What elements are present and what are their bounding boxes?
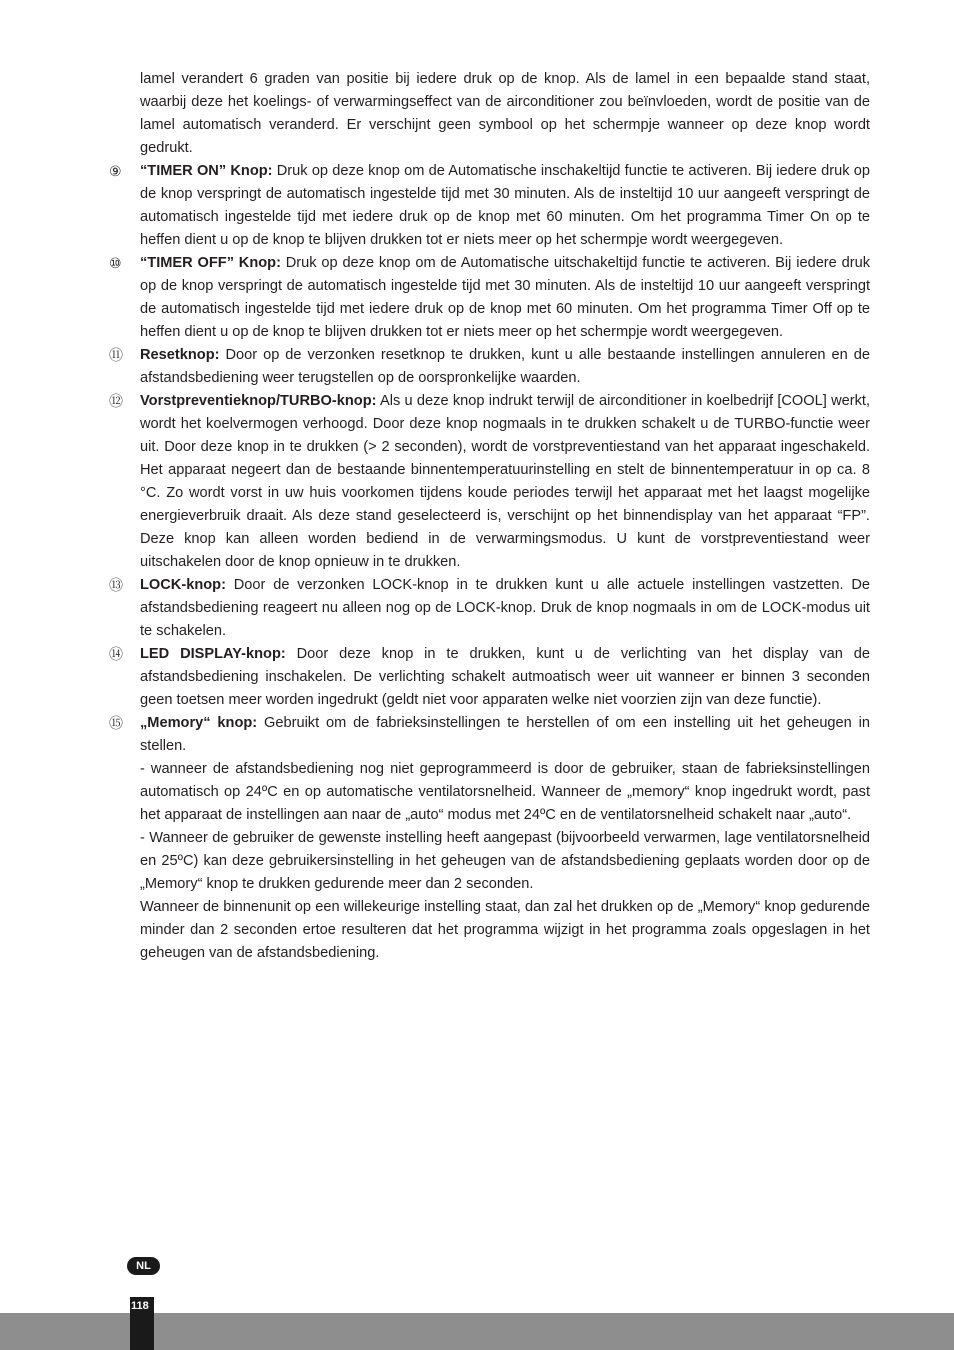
memory-paragraph: - Wanneer de gebruiker de gewenste instelling heeft aangepast (bijvoorbeeld verwarmen, lage ventilatorsnelheid en 25ºC) kan deze gebruikersinstelling in het geheugen van de afstandsbediening geplaats worden door op de „Memory“ knop te drukken gedurende meer dan 2 seconden. [140, 830, 870, 892]
item-term: “TIMER ON” Knop: [140, 163, 273, 179]
item-number: ⑨ [109, 163, 122, 179]
item-term: LOCK-knop: [140, 577, 226, 593]
item-text: Door de verzonken LOCK-knop in te drukken kunt u alle actuele instellingen vastzetten. De afstandsbediening reageert nu alleen nog op de LOCK-knop. Druk de knop nogmaals in om de LOCK-modus uit te schakelen. [140, 577, 870, 639]
item-term: LED DISPLAY-knop: [140, 646, 286, 662]
list-item-timer-on [109, 160, 870, 252]
item-number: ⑩ [109, 255, 122, 271]
item-number: ⑫ [109, 393, 123, 409]
language-badge: NL [127, 1257, 160, 1275]
item-text: Druk op deze knop om de Automatische uitschakeltijd functie te activeren. Bij iedere druk op de knop verspringt de automatisch ingestelde tijd met 30 minuten. Als de insteltijd 10 uur aangeeft verspringt de automatisch ingestelde tijd met iedere druk op de knop met 60 minuten. Om het programma Timer Off op te heffen dient u op de knop te blijven drukken tot er niets meer op het schermpje wordt weergegeven. [140, 255, 870, 340]
item-term: Resetknop: [140, 347, 220, 363]
list-item-memory [109, 712, 871, 965]
item-number: ⑭ [109, 646, 123, 662]
manual-body [109, 68, 871, 965]
item-text: Door op de verzonken resetknop te drukken, kunt u alle bestaande instellingen annuleren en de afstandsbediening weer terugstellen op de oorspronkelijke waarden. [140, 347, 870, 386]
page-number: 118 [131, 1300, 149, 1312]
item-text: Gebruikt om de fabrieksinstellingen te herstellen of om een instelling uit het geheugen in stellen. [140, 715, 871, 754]
item-text: Als u deze knop indrukt terwijl de airconditioner in koelbedrijf [COOL] werkt, wordt het koelvermogen verhoogd. Door deze knop nogmaals in te drukken schakelt u de TURBO-functie weer uit. Door deze knop in te drukken (> 2 seconden), wordt de vorstpreventiestand van het apparaat ingeschakeld. Het apparaat negeert dan de bestaande binnentemperatuurinstelling en stelt de binnentemperatuur in op ca. 8 °C. Zo wordt vorst in uw huis voorkomen tijdens koude periodes terwijl het apparaat met het laagst mogelijke energieverbruik draait. Als deze stand geselecteerd is, verschijnt op het binnendisplay van het apparaat “FP”. Deze knop kan alleen worden bediend in de verwarmingsmodus. U kunt de vorstpreventiestand weer uitschakelen door de knop opnieuw in te drukken. [140, 393, 870, 570]
item-number: ⑪ [109, 347, 123, 363]
memory-paragraph: - wanneer de afstandsbediening nog niet geprogrammeerd is door de gebruiker, staan de fabrieksinstellingen automatisch op 24ºC en op automatische ventilatorsnelheid. Wanneer de „memory“ knop ingedrukt wordt, past het apparaat de instellingen aan naar de „auto“ modus met 24ºC en de ventilatorsnelheid schakelt naar „auto“. [140, 761, 870, 823]
item-number: ⑮ [109, 715, 123, 731]
list-item-lock [109, 574, 870, 643]
item-term: „Memory“ knop: [140, 715, 258, 731]
item-text: Druk op deze knop om de Automatische inschakeltijd functie te activeren. Bij iedere druk op de knop verspringt de automatisch ingestelde tijd met 30 minuten. Als de insteltijd 10 uur aangeeft verspringt de automatisch ingestelde tijd met iedere druk op de knop met 60 minuten. Om het programma Timer On op te heffen dient u op de knop te blijven drukken tot er niets meer op het schermpje wordt weergegeven. [140, 163, 870, 248]
intro-paragraph: lamel verandert 6 graden van positie bij iedere druk op de knop. Als de lamel in een bepaalde stand staat, waarbij deze het koelings- of verwarmingseffect van de airconditioner zou beïnvloeden, wordt de positie van de lamel automatisch veranderd. Er verschijnt geen symbool op het schermpje wanneer op deze knop wordt gedrukt. [140, 71, 870, 156]
item-term: Vorstpreventieknop/TURBO-knop: [140, 393, 377, 409]
list-item-timer-off [109, 252, 870, 344]
list-item-turbo [109, 390, 870, 574]
item-number: ⑬ [109, 577, 123, 593]
item-text: Door deze knop in te drukken, kunt u de verlichting van het display van de afstandsbediening inschakelen. De verlichting schakelt autmoatisch weer uit wanneer er binnen 3 seconden geen toetsen meer worden ingedrukt (geldt niet voor apparaten welke niet voorzien zijn van deze functie). [140, 646, 870, 708]
item-term: “TIMER OFF” Knop: [140, 255, 281, 271]
list-item-reset [109, 344, 870, 390]
memory-paragraph: Wanneer de binnenunit op een willekeurige instelling staat, dan zal het drukken op de „Memory“ knop gedurende minder dan 2 seconden ertoe resulteren dat het programma wijzigt in het programma zoals opgeslagen in het geheugen van de afstandsbediening. [140, 899, 870, 961]
list-item-led-display [109, 643, 870, 712]
